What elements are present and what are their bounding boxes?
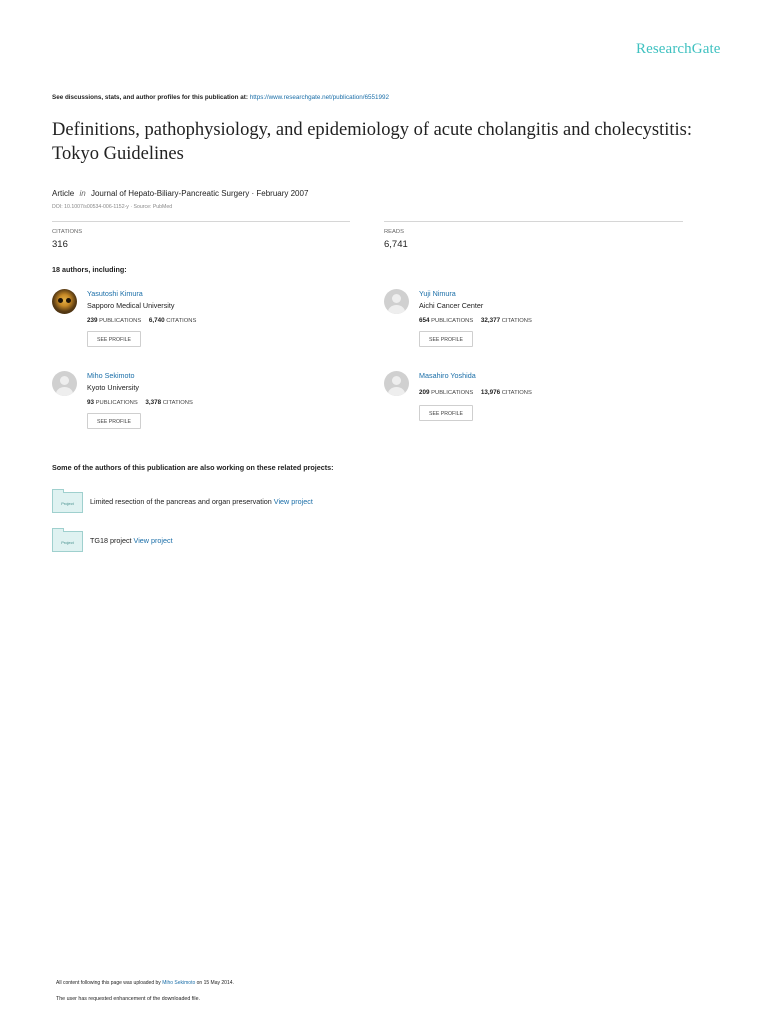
view-project-link[interactable]: View project (133, 536, 173, 545)
authors-heading: 18 authors, including: (52, 265, 127, 274)
see-profile-button[interactable]: SEE PROFILE (87, 413, 141, 429)
citations-value: 316 (52, 239, 68, 250)
author-name-link[interactable]: Yasutoshi Kimura (87, 289, 143, 298)
publications-count: 654 (419, 317, 430, 324)
publications-label: PUBLICATIONS (95, 400, 138, 406)
citations-count: 6,740 (148, 317, 165, 324)
person-placeholder-icon[interactable] (384, 289, 409, 314)
citations-label: CITATIONS (166, 318, 197, 324)
author-card (52, 371, 352, 441)
author-card (384, 289, 684, 359)
journal-name: Journal of Hepato-Biliary-Pancreatic Surgery (90, 189, 250, 198)
meta-separator: · (251, 189, 255, 198)
citations-label: CITATIONS (162, 400, 193, 406)
person-placeholder-icon[interactable] (384, 371, 409, 396)
author-card (52, 289, 352, 359)
project-title: TG18 project (90, 536, 132, 545)
author-institution: Kyoto University (87, 383, 139, 392)
publication-url-link[interactable]: https://www.researchgate.net/publication/6551992 (249, 94, 390, 101)
author-avatar[interactable] (52, 289, 77, 314)
project-title: Limited resection of the pancreas and organ preservation (90, 497, 272, 506)
reads-value: 6,741 (384, 239, 408, 250)
project-icon-label: Project (61, 540, 74, 545)
uploader-link[interactable]: Miho Sekimoto (162, 980, 196, 986)
project-item (52, 531, 452, 555)
author-institution: Aichi Cancer Center (419, 301, 484, 310)
author-name-link[interactable]: Miho Sekimoto (87, 371, 135, 380)
projects-heading: Some of the authors of this publication are also working on these related projects: (52, 463, 334, 472)
author-stats (419, 389, 532, 396)
author-name-link[interactable]: Yuji Nimura (419, 289, 456, 298)
author-institution: Sapporo Medical University (87, 301, 175, 310)
publications-count: 209 (419, 389, 430, 396)
project-folder-icon (52, 531, 83, 552)
author-name-link[interactable]: Masahiro Yoshida (419, 371, 476, 380)
citations-label: CITATIONS (52, 229, 83, 235)
project-text (90, 536, 173, 545)
author-stats (87, 317, 196, 324)
researchgate-logo[interactable]: ResearchGate (636, 41, 721, 57)
upload-suffix: on 15 May 2014. (196, 980, 234, 986)
publications-label: PUBLICATIONS (99, 318, 142, 324)
citations-divider (52, 221, 350, 222)
author-stats (87, 399, 193, 406)
person-placeholder-icon[interactable] (52, 371, 77, 396)
publications-label: PUBLICATIONS (431, 390, 474, 396)
project-text (90, 497, 313, 506)
discussion-line (52, 94, 389, 101)
publications-count: 93 (87, 399, 95, 406)
publication-title: Definitions, pathophysiology, and epidemiology of acute cholangitis and cholecystitis: Tokyo Guidelines (52, 120, 693, 164)
project-icon-label: Project (61, 501, 74, 506)
project-item (52, 492, 452, 516)
reads-divider (384, 221, 683, 222)
publications-label: PUBLICATIONS (431, 318, 474, 324)
publications-count: 239 (87, 317, 98, 324)
upload-prefix: All content following this page was uploaded by (56, 980, 161, 986)
enhancement-note: The user has requested enhancement of the downloaded file. (56, 996, 200, 1002)
article-type: Article (52, 189, 75, 198)
citations-label: CITATIONS (501, 318, 532, 324)
project-folder-icon (52, 492, 83, 513)
discussion-text: See discussions, stats, and author profiles for this publication at: (52, 94, 248, 101)
publication-date: February 2007 (256, 189, 309, 198)
view-project-link[interactable]: View project (273, 497, 313, 506)
see-profile-button[interactable]: SEE PROFILE (87, 331, 141, 347)
upload-note (56, 980, 234, 986)
see-profile-button[interactable]: SEE PROFILE (419, 405, 473, 421)
citations-count: 32,377 (480, 317, 501, 324)
see-profile-button[interactable]: SEE PROFILE (419, 331, 473, 347)
doi-source: DOI: 10.1007/s00534-006-1152-y · Source: PubMed (52, 204, 173, 210)
avatar-photo-detail (58, 298, 63, 303)
citations-count: 13,976 (480, 389, 501, 396)
citations-count: 3,378 (145, 399, 162, 406)
author-card (384, 371, 684, 441)
publication-meta (52, 189, 308, 198)
in-word: in (79, 189, 86, 198)
author-stats (419, 317, 532, 324)
reads-label: READS (384, 229, 404, 235)
citations-label: CITATIONS (501, 390, 532, 396)
avatar-photo-detail (66, 298, 71, 303)
